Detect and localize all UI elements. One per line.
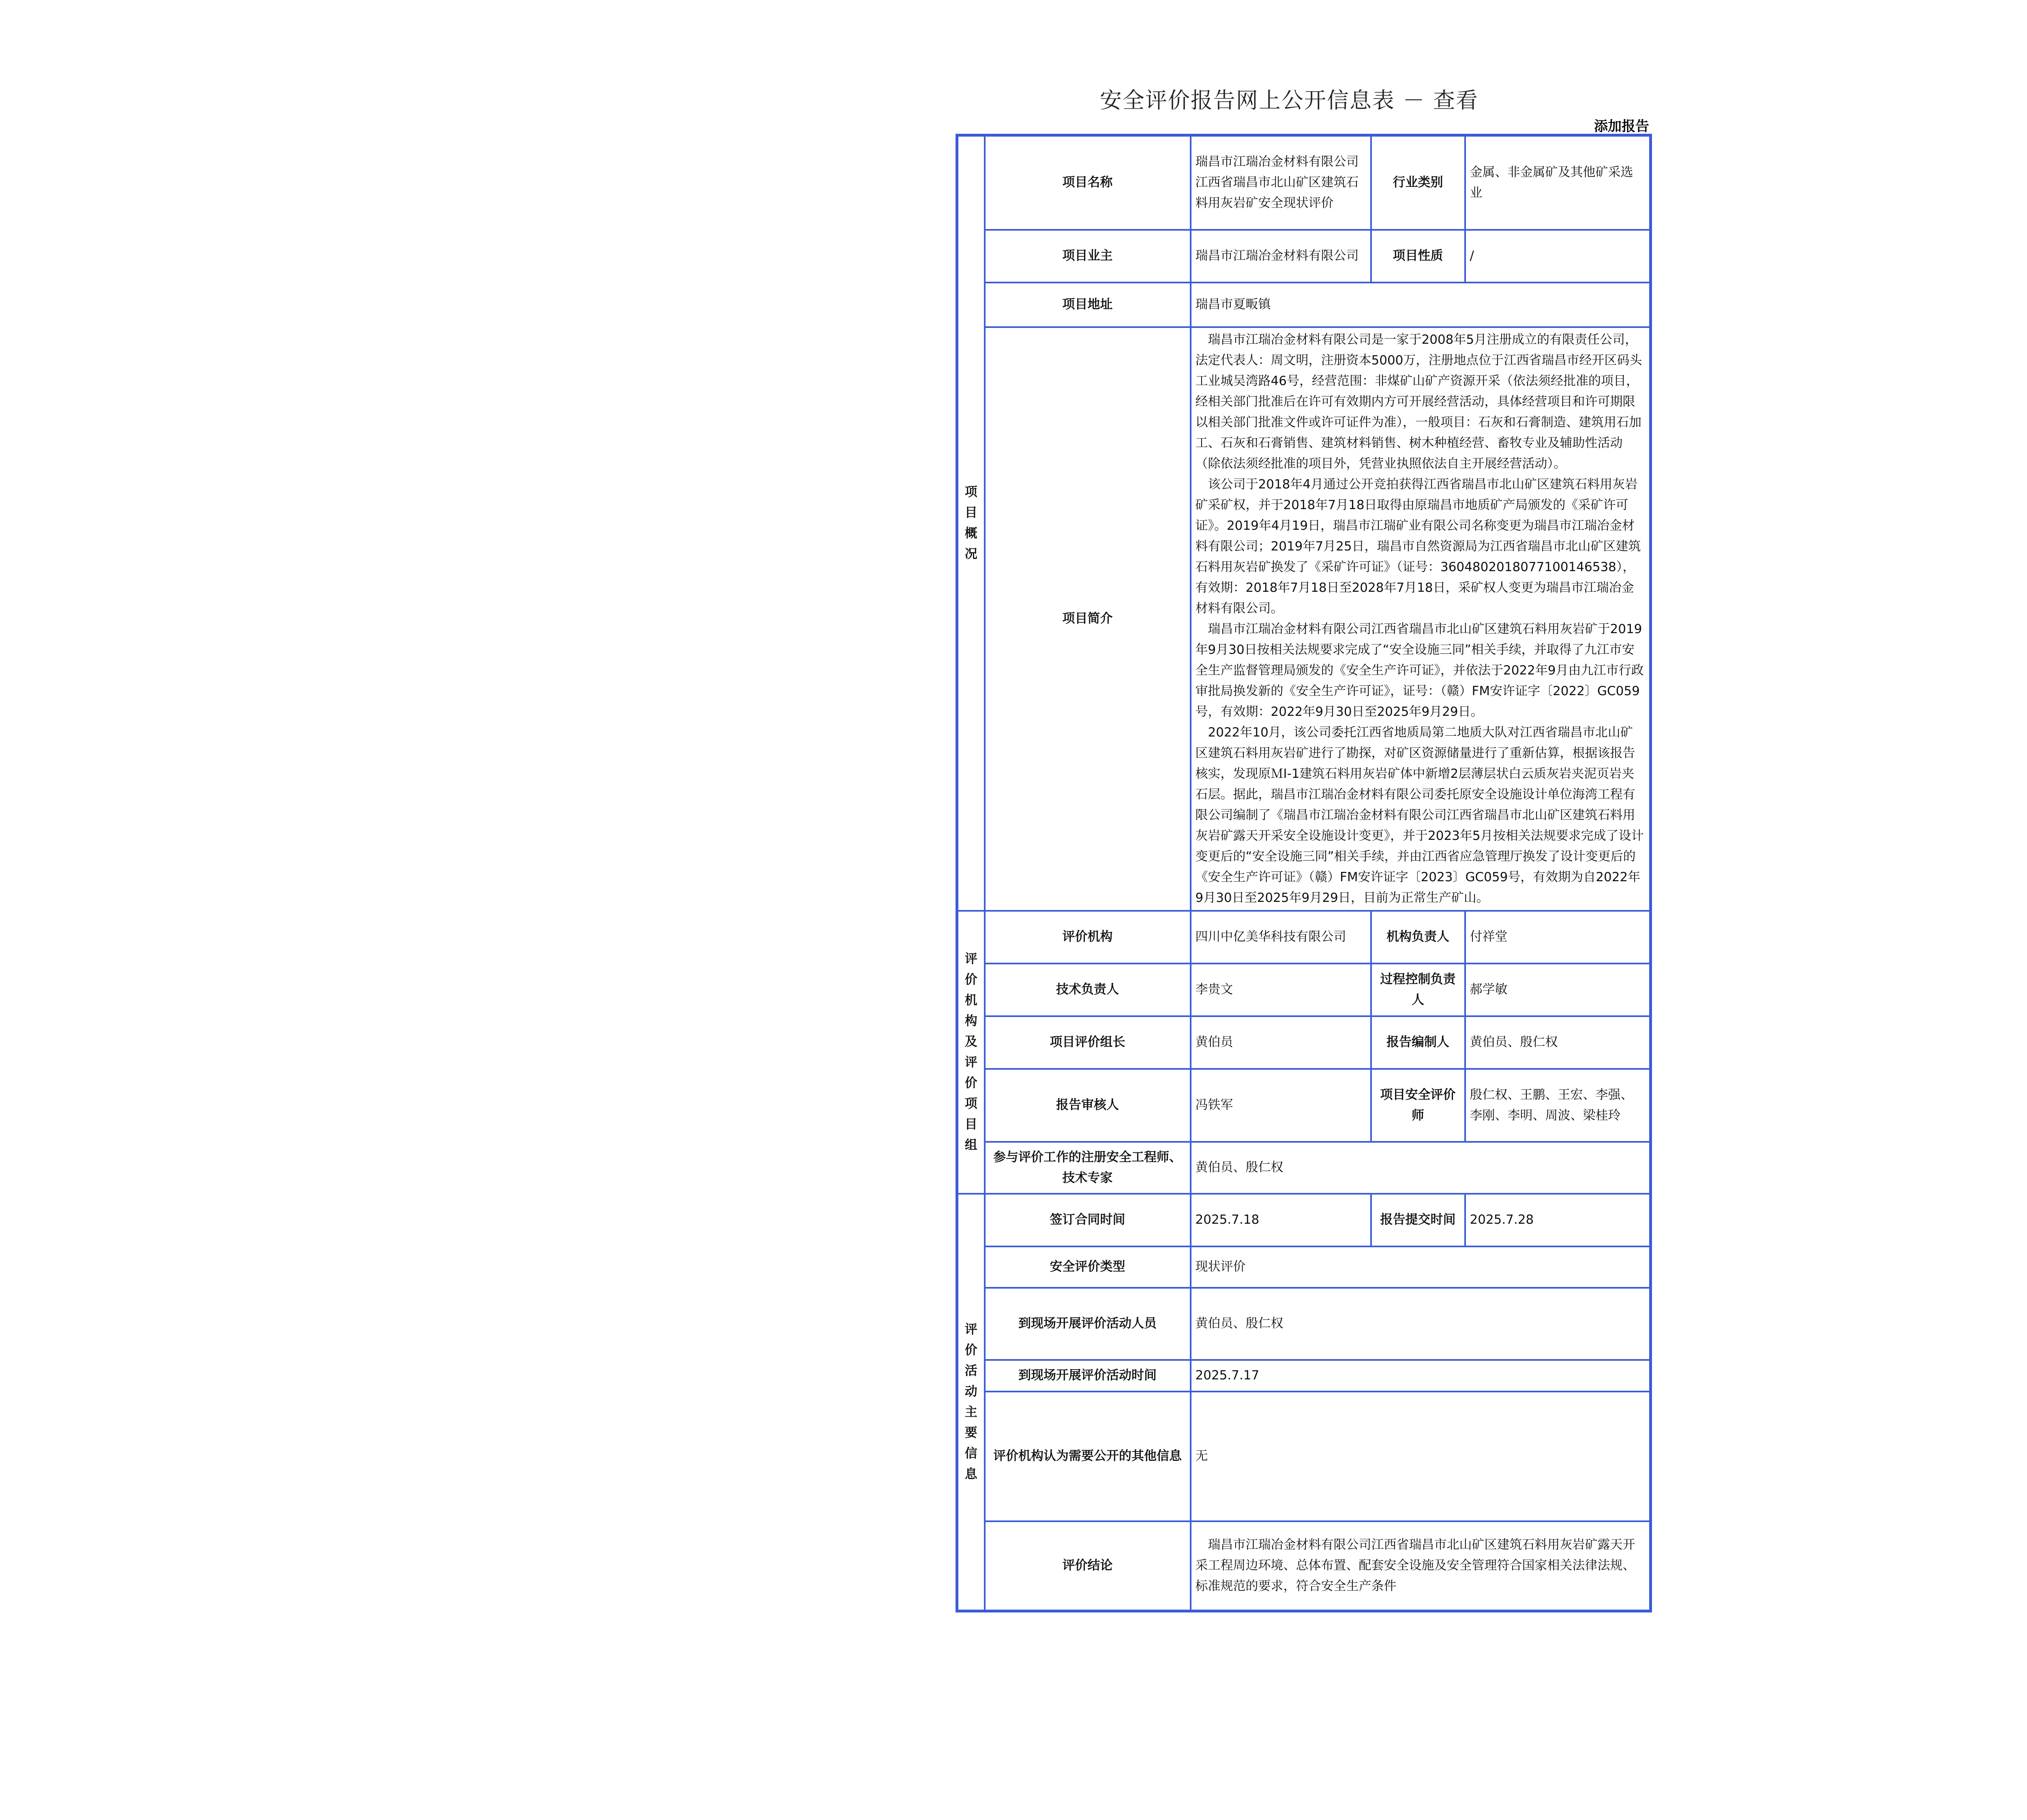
row-conclusion <box>957 1521 1651 1611</box>
row-tech <box>957 964 1651 1016</box>
owner-value: 瑞昌市江瑞冶金材料有限公司 <box>1191 230 1371 283</box>
submit-value: 2025.7.28 <box>1465 1194 1651 1246</box>
submit-label: 报告提交时间 <box>1371 1194 1465 1246</box>
org-head-value: 付祥堂 <box>1465 911 1651 964</box>
address-label: 项目地址 <box>985 283 1191 327</box>
onsite-time-label: 到现场开展评价活动时间 <box>985 1360 1191 1392</box>
engineers-label: 参与评价工作的注册安全工程师、技术专家 <box>985 1142 1191 1194</box>
industry-label: 行业类别 <box>1371 135 1465 230</box>
contract-value: 2025.7.18 <box>1191 1194 1371 1246</box>
row-eval-type <box>957 1246 1651 1288</box>
engineers-value: 黄伯员、殷仁权 <box>1191 1142 1651 1194</box>
row-project-name <box>957 135 1651 230</box>
row-engineers <box>957 1142 1651 1194</box>
intro-paragraph: 瑞昌市江瑞冶金材料有限公司江西省瑞昌市北山矿区建筑石料用灰岩矿于2019年9月30日按相关法规要求完成了“安全设施三同”相关手续，并取得了九江市安全生产监督管理局颁发的《安全生产许可证》，并依法于2022年9月由九江市行政审批局换发新的《安全生产许可证》，证号：（赣）FM安许证字〔2022〕GC059号，有效期：2022年9月30日至2025年9月29日。 <box>1195 621 1644 719</box>
leader-value: 黄伯员 <box>1191 1016 1371 1069</box>
intro-label: 项目简介 <box>985 327 1191 911</box>
tech-value: 李贵文 <box>1191 964 1371 1016</box>
row-intro <box>957 327 1651 911</box>
industry-value: 金属、非金属矿及其他矿采选业 <box>1465 135 1651 230</box>
row-contract <box>957 1194 1651 1246</box>
project-name-label: 项目名称 <box>985 135 1191 230</box>
row-org <box>957 911 1651 964</box>
onsite-people-value: 黄伯员、殷仁权 <box>1191 1288 1651 1360</box>
row-onsite-people <box>957 1288 1651 1360</box>
process-label: 过程控制负责人 <box>1371 964 1465 1016</box>
row-leader <box>957 1016 1651 1069</box>
safety-evaluator-value: 殷仁权、王鹏、王宏、李强、李刚、李明、周波、梁桂玲 <box>1465 1069 1651 1142</box>
other-info-value: 无 <box>1191 1392 1651 1521</box>
writer-value: 黄伯员、殷仁权 <box>1465 1016 1651 1069</box>
onsite-people-label: 到现场开展评价活动人员 <box>985 1288 1191 1360</box>
row-onsite-time <box>957 1360 1651 1392</box>
writer-label: 报告编制人 <box>1371 1016 1465 1069</box>
tech-label: 技术负责人 <box>985 964 1191 1016</box>
add-report-link[interactable]: 添加报告 <box>1594 118 1649 135</box>
row-owner <box>957 230 1651 283</box>
org-head-label: 机构负责人 <box>1371 911 1465 964</box>
reviewer-label: 报告审核人 <box>985 1069 1191 1142</box>
section-team-label: 评价机构及评价项目组 <box>957 911 985 1194</box>
row-other-info <box>957 1392 1651 1521</box>
reviewer-value: 冯铁军 <box>1191 1069 1371 1142</box>
org-value: 四川中亿美华科技有限公司 <box>1191 911 1371 964</box>
info-table <box>956 134 1652 1612</box>
row-address <box>957 283 1651 327</box>
safety-evaluator-label: 项目安全评价师 <box>1371 1069 1465 1142</box>
conclusion-value <box>1191 1521 1651 1611</box>
intro-paragraph: 2022年10月，该公司委托江西省地质局第二地质大队对江西省瑞昌市北山矿区建筑石料用灰岩矿进行了勘探，对矿区资源储量进行了重新估算，根据该报告核实，发现原ＭⅠ-1建筑石料用灰岩矿体中新增2层薄层状白云质灰岩夹泥页岩夹石层。据此，瑞昌市江瑞冶金材料有限公司委托原安全设施设计单位海湾工程有限公司编制了《瑞昌市江瑞冶金材料有限公司江西省瑞昌市北山矿区建筑石料用灰岩矿露天开采安全设施设计变更》，并于2023年5月按相关法规要求完成了设计变更后的“安全设施三同”相关手续，并由江西省应急管理厅换发了设计变更后的《安全生产许可证》（赣）FM安许证字〔2023〕GC059号，有效期为自2022年9月30日至2025年9月29日，目前为正常生产矿山。 <box>1195 725 1644 905</box>
row-reviewer <box>957 1069 1651 1142</box>
address-value: 瑞昌市夏畈镇 <box>1191 283 1651 327</box>
nature-value: / <box>1465 230 1651 283</box>
eval-type-label: 安全评价类型 <box>985 1246 1191 1288</box>
conclusion-text: 瑞昌市江瑞冶金材料有限公司江西省瑞昌市北山矿区建筑石料用灰岩矿露天开采工程周边环境、总体布置、配套安全设施及安全管理符合国家相关法律法规、标准规范的要求，符合安全生产条件 <box>1195 1537 1635 1594</box>
onsite-time-value: 2025.7.17 <box>1191 1360 1651 1392</box>
org-label: 评价机构 <box>985 911 1191 964</box>
section-overview-label: 项目概况 <box>957 135 985 911</box>
other-info-label: 评价机构认为需要公开的其他信息 <box>985 1392 1191 1521</box>
page-title: 安全评价报告网上公开信息表 － 查看 <box>1099 88 1479 113</box>
intro-paragraph: 瑞昌市江瑞冶金材料有限公司是一家于2008年5月注册成立的有限责任公司，法定代表人：周文明，注册资本5000万，注册地点位于江西省瑞昌市经开区码头工业城吴湾路46号，经营范围：非煤矿山矿产资源开采（依法须经批准的项目，经相关部门批准后在许可有效期内方可开展经营活动，具体经营项目和许可期限以相关部门批准文件或许可证件为准），一般项目：石灰和石膏制造、建筑用石加工、石灰和石膏销售、建筑材料销售、树木种植经营、畜牧专业及辅助性活动（除依法须经批准的项目外，凭营业执照依法自主开展经营活动）。 <box>1195 332 1642 471</box>
owner-label: 项目业主 <box>985 230 1191 283</box>
section-activity-label: 评价活动主要信息 <box>957 1194 985 1611</box>
process-value: 郝学敏 <box>1465 964 1651 1016</box>
intro-paragraph: 该公司于2018年4月通过公开竞拍获得江西省瑞昌市北山矿区建筑石料用灰岩矿采矿权，并于2018年7月18日取得由原瑞昌市地质矿产局颁发的《采矿许可证》。2019年4月19日，瑞昌市江瑞矿业有限公司名称变更为瑞昌市江瑞冶金材料有限公司；2019年7月25日，瑞昌市自然资源局为江西省瑞昌市北山矿区建筑石料用灰岩矿换发了《采矿许可证》（证号：3604802018077100146538），有效期：2018年7月18日至2028年7月18日，采矿权人变更为瑞昌市江瑞冶金材料有限公司。 <box>1195 477 1641 616</box>
project-name-value: 瑞昌市江瑞冶金材料有限公司江西省瑞昌市北山矿区建筑石料用灰岩矿安全现状评价 <box>1191 135 1371 230</box>
eval-type-value: 现状评价 <box>1191 1246 1651 1288</box>
conclusion-label: 评价结论 <box>985 1521 1191 1611</box>
intro-value <box>1191 327 1651 911</box>
leader-label: 项目评价组长 <box>985 1016 1191 1069</box>
nature-label: 项目性质 <box>1371 230 1465 283</box>
contract-label: 签订合同时间 <box>985 1194 1191 1246</box>
